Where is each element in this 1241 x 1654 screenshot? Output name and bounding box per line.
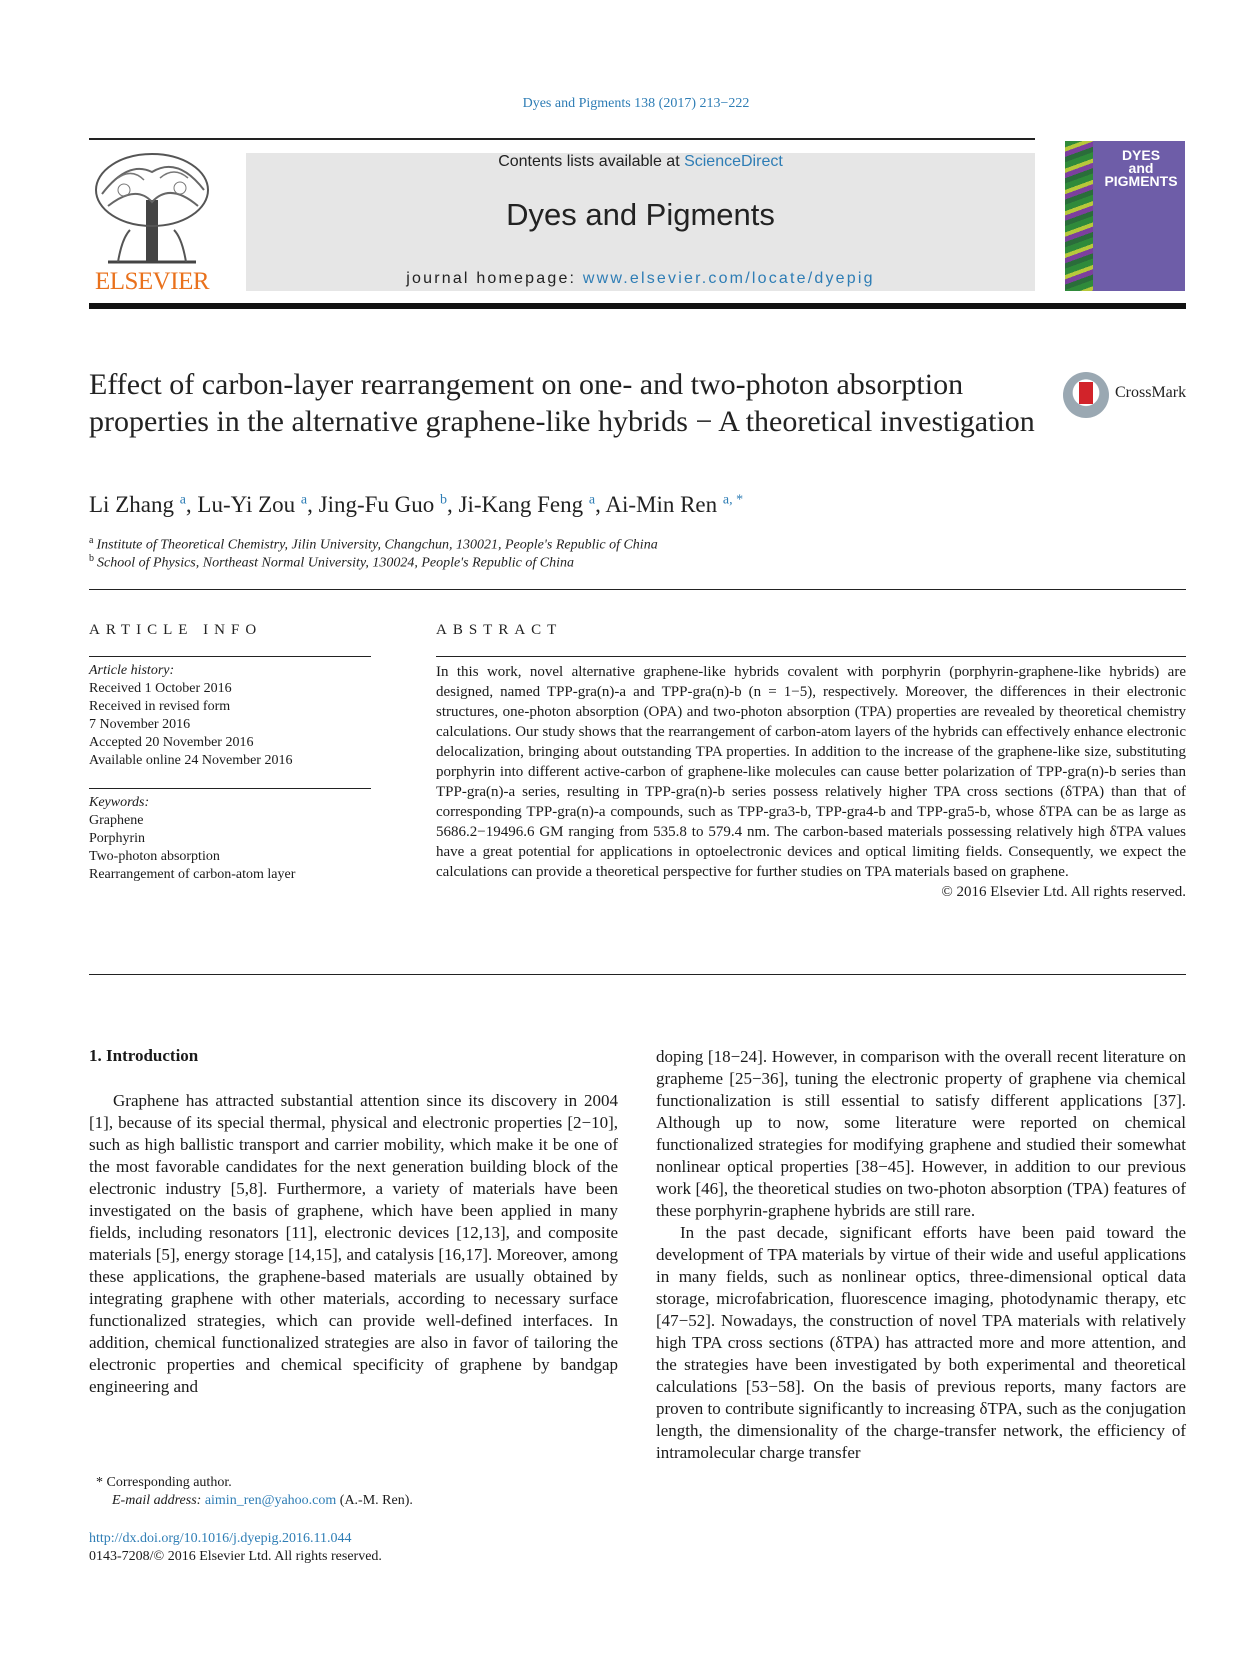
author-separator: ,: [447, 492, 459, 517]
homepage-line: [246, 270, 1035, 288]
affiliation-b: [89, 553, 574, 572]
email-line: [96, 1492, 616, 1510]
email-label: E-mail address:: [112, 1493, 205, 1508]
body-paragraph: In the past decade, significant efforts have been paid toward the development of TPA materials by virtue of their wide and useful applications in many fields, such as nonlinear optics, three-dimensional optical data storage, microfabrication, fluorescence imaging, photodynamic therapy, etc [47−52]. Nowadays, the construction of novel TPA materials with relatively high TPA cross sections (δTPA) has attracted more and more attention, and the strategies have been investigated by both experimental and theoretical calculations [53−58]. On the basis of previous reports, many factors are proven to contribute significantly to increasing δTPA, such as the conjugation length, the dimensionality of the charge-transfer network, the efficiency of intramolecular charge transfer: [656, 1223, 1186, 1462]
cover-pattern: [1065, 141, 1093, 291]
history-item: Accepted 20 November 2016: [89, 735, 254, 750]
author-separator: ,: [185, 492, 198, 517]
corresponding-author: * Corresponding author.: [96, 1475, 232, 1490]
abstract-text: In this work, novel alternative graphene-like hybrids covalent with porphyrin (porphyrin-graphene-like hybrids) are designed, named TPP-gra(n)-a and TPP-gra(n)-b (n = 1−5), respectively. Moreover, the differences in their electronic structures, one-photon absorption (OPA) and two-photon absorption (TPA) properties are revealed by theoretical chemistry calculations. Our study shows that the rearrangement of carbon-atom layers of the hybrids can effectively enhance electronic delocalization, bringing about outstanding TPA properties. In addition to the increase of the graphene-like size, substituting porphyrin into different active-carbon of graphene-like molecules can cause better polarization of TPP-gra(n)-b series than TPP-gra(n)-a series, resulting in TPP-gra(n)-b series possess relatively higher TPA cross sections (δTPA) than that of corresponding TPP-gra(n)-a compounds, such as TPP-gra3-b, TPP-gra4-b and TPP-gra5-b, whose δTPA can be as large as 5686.2−19496.6 GM ranging from 535.8 to 579.4 nm. The carbon-based materials possessing relatively high δTPA values have a great potential for applications in optoelectronic devices and optical limiting fields. Consequently, we expect the calculations can provide a theoretical perspective for further studies on TPA materials based on graphene.: [436, 664, 1186, 880]
journal-cover: [1065, 141, 1185, 291]
homepage-link[interactable]: www.elsevier.com/locate/dyepig: [582, 270, 875, 287]
section-heading: 1. Introduction: [89, 1046, 199, 1065]
info-rule: [89, 788, 371, 789]
keywords-label: Keywords:: [89, 795, 150, 810]
article-title: Effect of carbon-layer rearrangement on one- and two-photon absorption properties in the alternative graphene-like hybrids − A theoretical investigation: [89, 368, 1035, 438]
keyword: Porphyrin: [89, 831, 145, 846]
elsevier-wordmark: ELSEVIER: [94, 268, 210, 295]
author-separator: ,: [307, 492, 319, 517]
email-link[interactable]: aimin_ren@yahoo.com: [204, 1493, 337, 1508]
journal-citation[interactable]: Dyes and Pigments 138 (2017) 213−222: [522, 96, 750, 111]
abstract-copyright: © 2016 Elsevier Ltd. All rights reserved.: [941, 884, 1186, 900]
header-thick-rule: [89, 303, 1186, 309]
article-history: [89, 662, 371, 770]
crossmark-label: CrossMark: [1115, 384, 1187, 401]
section-rule: [89, 974, 1186, 975]
author-affiliation-marker[interactable]: a: [588, 492, 596, 508]
author-separator: ,: [595, 492, 606, 517]
affiliation-a: [89, 535, 658, 554]
history-item: Received in revised form: [89, 699, 231, 714]
history-item: Available online 24 November 2016: [89, 753, 293, 768]
crossmark-button[interactable]: [1063, 372, 1193, 422]
affiliation-marker: a: [89, 535, 94, 546]
author-affiliation-marker[interactable]: a, *: [722, 492, 744, 508]
body-paragraph: Graphene has attracted substantial attention since its discovery in 2004 [1], because of its special thermal, physical and electronic properties [2−10], such as high ballistic transport and carrier mobility, which make it be one of the most favorable candidates for the next generation building block of the electronic industry [5,8]. Furthermore, a variety of materials have been investigated on the basis of graphene, which have been applied in many fields, including resonators [11], electronic devices [12,13], and composite materials [5], energy storage [14,15], and catalysis [16,17]. Moreover, among these applications, the graphene-based materials are usually obtained by integrating graphene with other materials, according to necessary surface functionalized strategies, which can provide well-defined interfaces. In addition, chemical functionalized strategies are also in favor of tailoring the electronic properties and chemical specificity of graphene by bandgap engineering and: [89, 1091, 618, 1396]
journal-name: Dyes and Pigments: [506, 197, 775, 232]
history-item: 7 November 2016: [89, 717, 191, 732]
abstract-rule: [436, 656, 1186, 657]
history-label: Article history:: [89, 663, 175, 678]
contents-prefix: Contents lists available at: [498, 153, 685, 170]
article-info-heading: ARTICLE INFO: [89, 622, 263, 638]
info-rule: [89, 656, 371, 657]
author-list: [89, 492, 743, 518]
keywords: [89, 794, 371, 884]
author-name: Lu-Yi Zou: [197, 492, 296, 517]
history-item: Received 1 October 2016: [89, 681, 232, 696]
header-rule: [89, 138, 1035, 140]
affiliation-text: Institute of Theoretical Chemistry, Jilin University, Changchun, 130021, People's Republic of China: [96, 537, 658, 553]
author-name: Jing-Fu Guo: [318, 492, 435, 517]
cover-title-line: and: [1128, 160, 1154, 176]
author-name: Ji-Kang Feng: [458, 492, 584, 517]
doi-link[interactable]: http://dx.doi.org/10.1016/j.dyepig.2016.11.044: [89, 1531, 352, 1546]
journal-banner: [246, 153, 1035, 291]
author-affiliation-marker[interactable]: b: [440, 492, 448, 508]
abstract-body: [436, 662, 1186, 902]
author-affiliation-marker[interactable]: a: [300, 492, 308, 508]
section-rule: [89, 589, 1186, 590]
footnote: [96, 1474, 616, 1510]
email-suffix: (A.-M. Ren).: [336, 1493, 413, 1508]
affiliation-marker: b: [89, 553, 94, 564]
homepage-prefix: journal homepage:: [406, 270, 583, 287]
contents-line: [246, 153, 1035, 171]
elsevier-logo: [88, 150, 216, 296]
crossmark-bookmark-icon: [1079, 382, 1093, 404]
sciencedirect-link[interactable]: ScienceDirect: [684, 153, 783, 170]
author-affiliation-marker[interactable]: a: [179, 492, 186, 508]
abstract-heading: ABSTRACT: [436, 622, 563, 638]
cover-title-line: DYES: [1121, 147, 1161, 163]
tree-icon: [88, 150, 216, 268]
keyword: Graphene: [89, 813, 144, 828]
keyword: Rearrangement of carbon-atom layer: [89, 867, 296, 882]
body-column-right: [656, 1046, 1186, 1464]
body-column-left: [89, 1090, 618, 1398]
affiliation-text: School of Physics, Northeast Normal University, 130024, People's Republic of China: [97, 555, 575, 571]
cover-title-line: PIGMENTS: [1104, 173, 1178, 189]
body-paragraph: doping [18−24]. However, in comparison with the overall recent literature on grapheme [25−36], tuning the electronic property of graphene via chemical functionalization is still essential to satisfy different applications [37]. Although up to now, some literature were reported on chemical functionalized strategies for modifying graphene and studied their somewhat nonlinear optical properties [38−45]. However, in addition to our previous work [46], the theoretical studies on two-photon absorption (TPA) features of these porphyrin-graphene hybrids are still rare.: [656, 1047, 1186, 1220]
issn-copyright: 0143-7208/© 2016 Elsevier Ltd. All rights reserved.: [89, 1549, 382, 1564]
author-name: Li Zhang: [89, 492, 174, 517]
author-name: Ai-Min Ren: [605, 492, 718, 517]
keyword: Two-photon absorption: [89, 849, 220, 864]
cover-title: [1101, 149, 1181, 188]
